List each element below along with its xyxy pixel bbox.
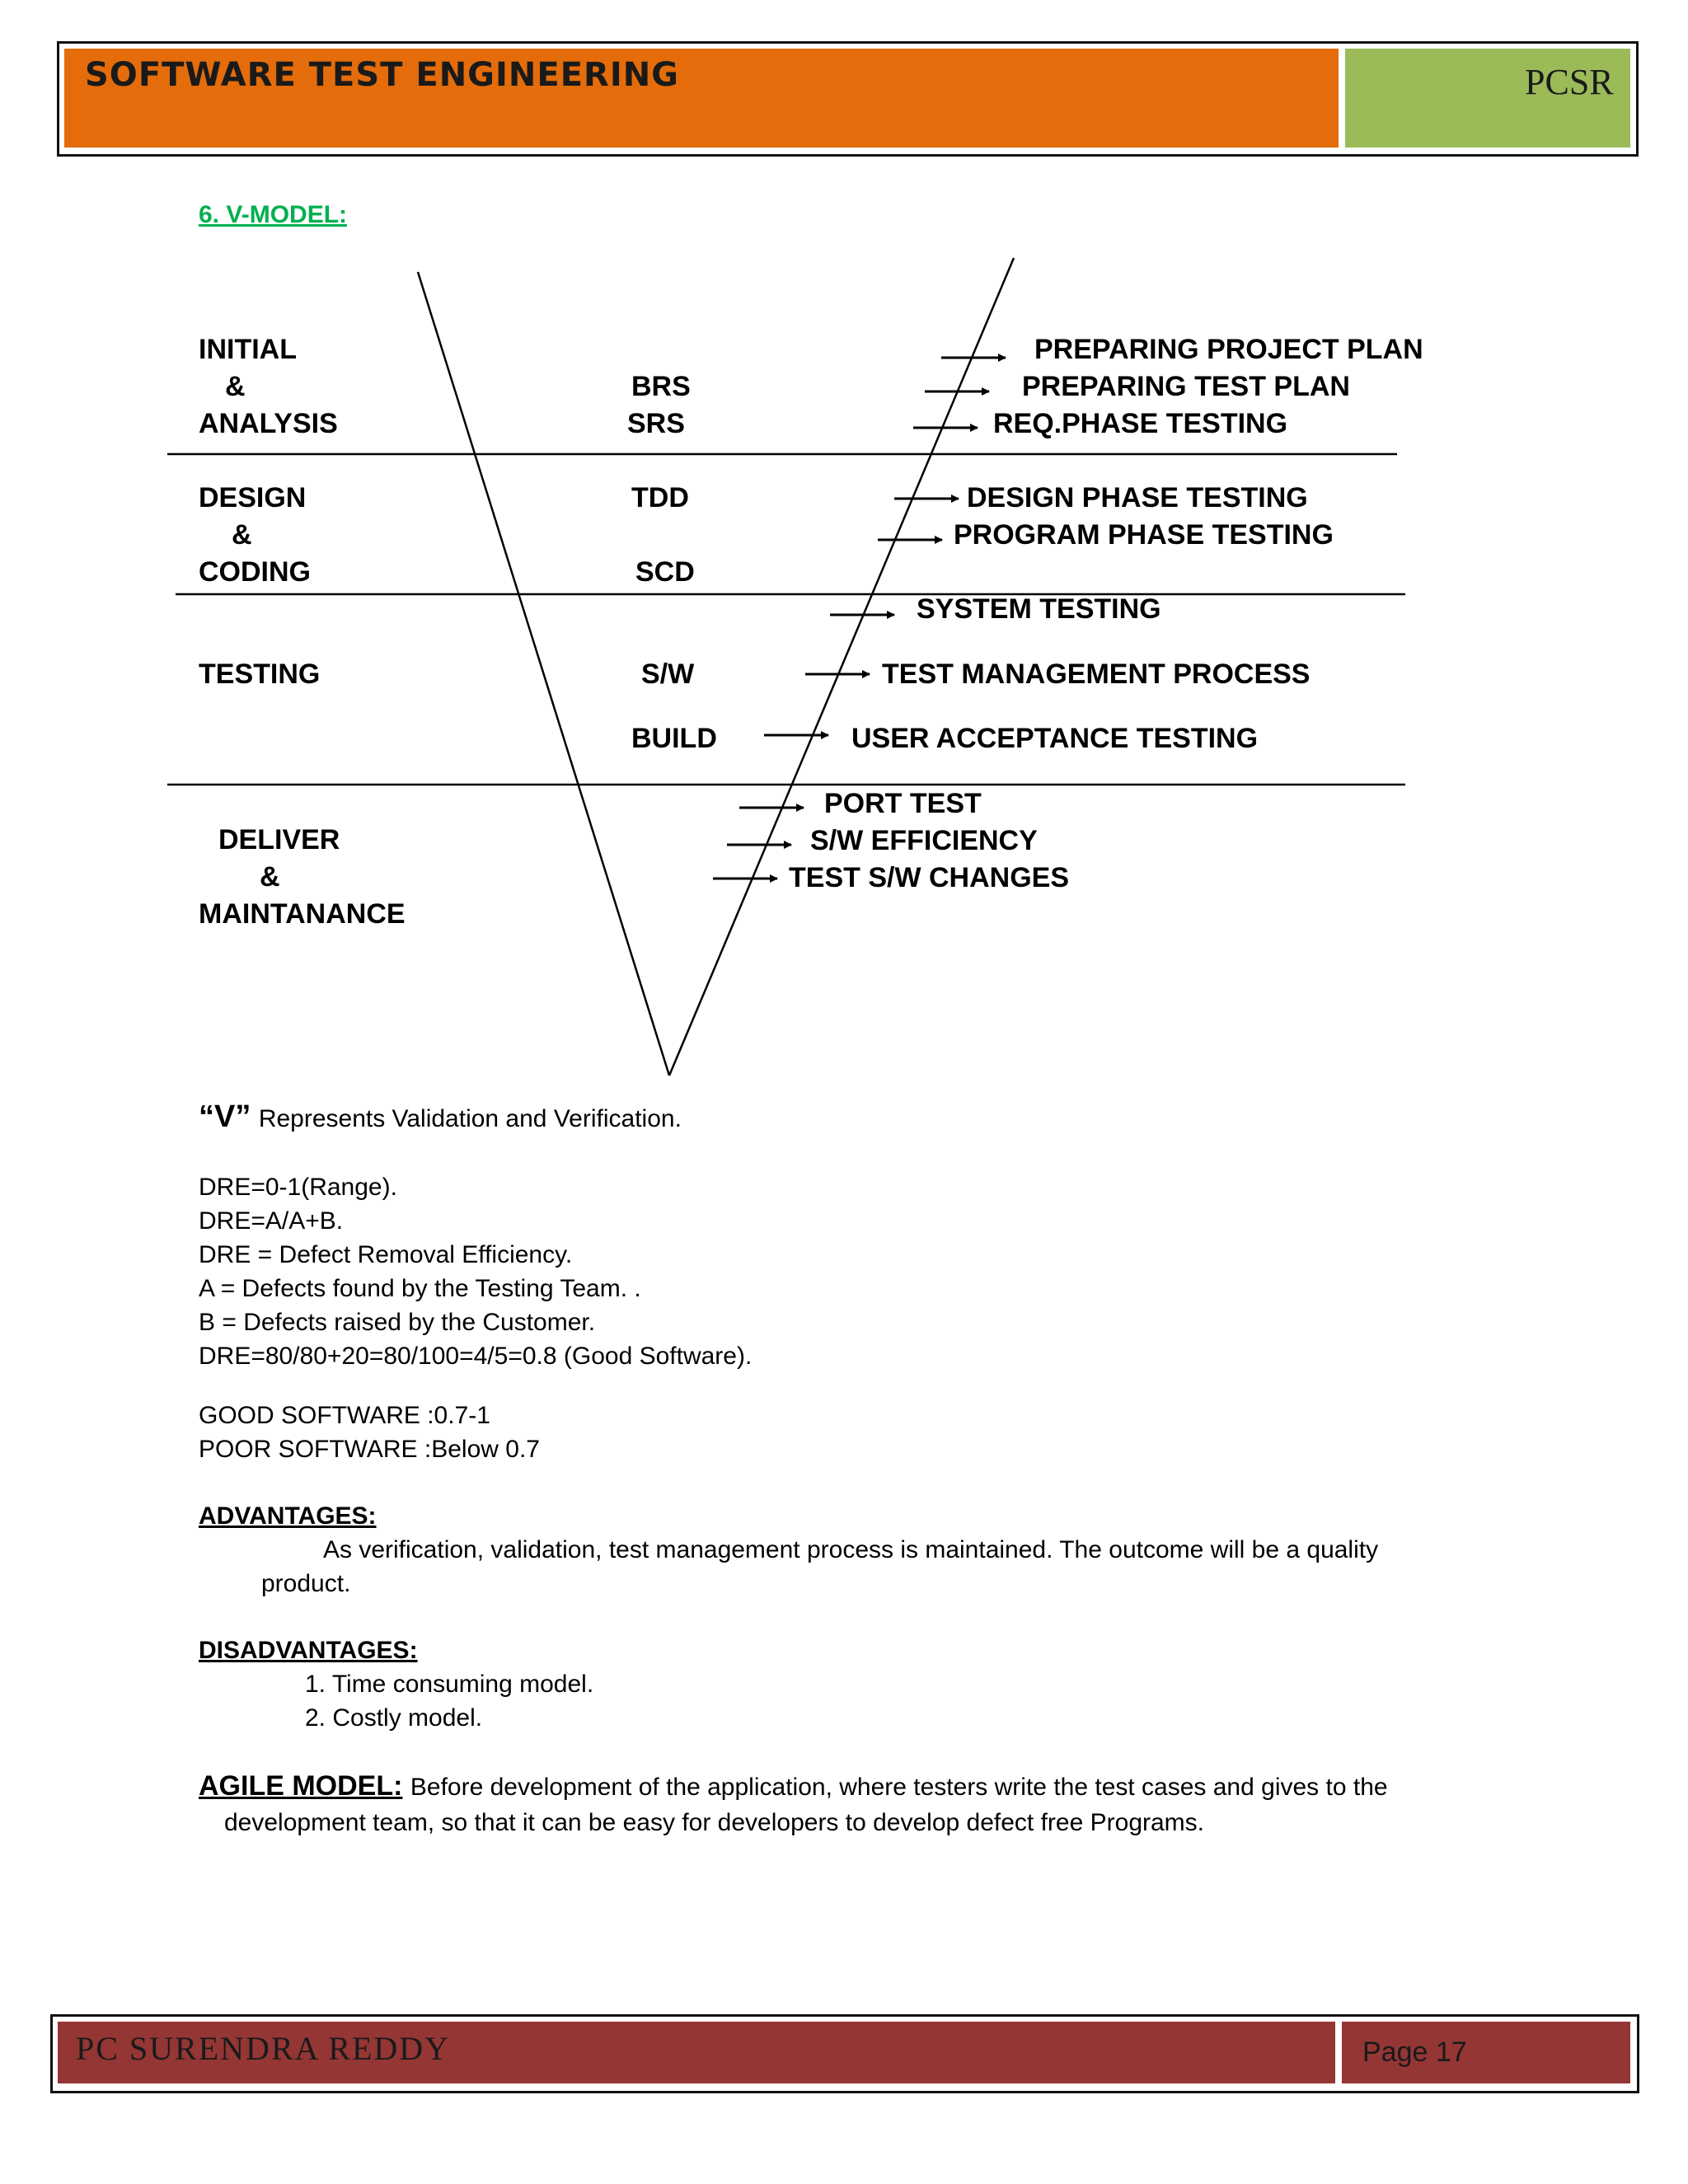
activity-label: TEST S/W CHANGES: [789, 862, 1070, 893]
advantages-line2: product.: [261, 1570, 351, 1597]
phase-design-line1: DESIGN: [199, 482, 307, 513]
section-title: 6. V-MODEL:: [199, 201, 348, 228]
dre-line: DRE=0-1(Range).: [199, 1174, 397, 1201]
dre-line: A = Defects found by the Testing Team. .: [199, 1275, 641, 1302]
activity-label: TEST MANAGEMENT PROCESS: [882, 658, 1311, 690]
v-text: Represents Validation and Verification.: [258, 1105, 682, 1132]
agile-line1: Before development of the application, where testers write the test cases and gives to the: [410, 1774, 1388, 1801]
doc-sw: S/W: [641, 658, 695, 690]
page-number: Page 17: [1362, 2036, 1467, 2068]
agile-line1-wrap: [199, 1769, 1388, 1804]
phase-deliver-line3: MAINTANANCE: [199, 898, 406, 930]
dre-line: DRE=A/A+B.: [199, 1207, 344, 1235]
disadvantages-heading: DISADVANTAGES:: [199, 1637, 418, 1664]
doc-tdd: TDD: [631, 482, 689, 513]
dre-line: DRE=80/80+20=80/100=4/5=0.8 (Good Software).: [199, 1343, 753, 1370]
dre-line: DRE = Defect Removal Efficiency.: [199, 1241, 573, 1268]
doc-srs: SRS: [627, 408, 685, 439]
good-software: GOOD SOFTWARE :0.7-1: [199, 1402, 490, 1429]
doc-brs: BRS: [631, 371, 691, 402]
header-badge: PCSR: [1525, 62, 1614, 102]
disadvantages-item: 1. Time consuming model.: [305, 1671, 594, 1698]
phase-design-line2: &: [232, 519, 252, 551]
header-title: SOFTWARE TEST ENGINEERING: [85, 56, 680, 94]
activity-label: PROGRAM PHASE TESTING: [954, 519, 1334, 551]
activity-label: PREPARING PROJECT PLAN: [1034, 334, 1423, 365]
disadvantages-item: 2. Costly model.: [305, 1704, 483, 1732]
activity-label: PORT TEST: [824, 788, 982, 819]
activity-label: USER ACCEPTANCE TESTING: [851, 723, 1259, 754]
footer-author: PC SURENDRA REDDY: [76, 2030, 451, 2067]
advantages-heading: ADVANTAGES:: [199, 1502, 377, 1530]
advantages-line1: As verification, validation, test management process is maintained. The outcome will be a quality: [323, 1536, 1379, 1563]
phase-deliver-line1: DELIVER: [218, 824, 340, 855]
activity-label: S/W EFFICIENCY: [810, 825, 1038, 856]
phase-deliver-line2: &: [260, 861, 280, 893]
v-quote: “V”: [199, 1099, 251, 1134]
phase-initial-line2: &: [225, 371, 246, 402]
dre-line: B = Defects raised by the Customer.: [199, 1309, 596, 1336]
activity-label: PREPARING TEST PLAN: [1022, 371, 1350, 402]
phase-initial-line3: ANALYSIS: [199, 408, 338, 439]
agile-heading: AGILE MODEL:: [199, 1770, 403, 1802]
phase-testing-line1: TESTING: [199, 658, 321, 690]
v-meaning: [199, 1100, 682, 1136]
activity-label: REQ.PHASE TESTING: [993, 408, 1288, 439]
phase-initial-line1: INITIAL: [199, 334, 297, 365]
doc-scd: SCD: [635, 556, 695, 588]
poor-software: POOR SOFTWARE :Below 0.7: [199, 1436, 540, 1463]
doc-build: BUILD: [631, 723, 717, 754]
agile-line2: development team, so that it can be easy for developers to develop defect free Programs.: [224, 1809, 1204, 1836]
phase-design-line3: CODING: [199, 556, 311, 588]
activity-label: SYSTEM TESTING: [917, 593, 1161, 625]
activity-label: DESIGN PHASE TESTING: [967, 482, 1308, 513]
